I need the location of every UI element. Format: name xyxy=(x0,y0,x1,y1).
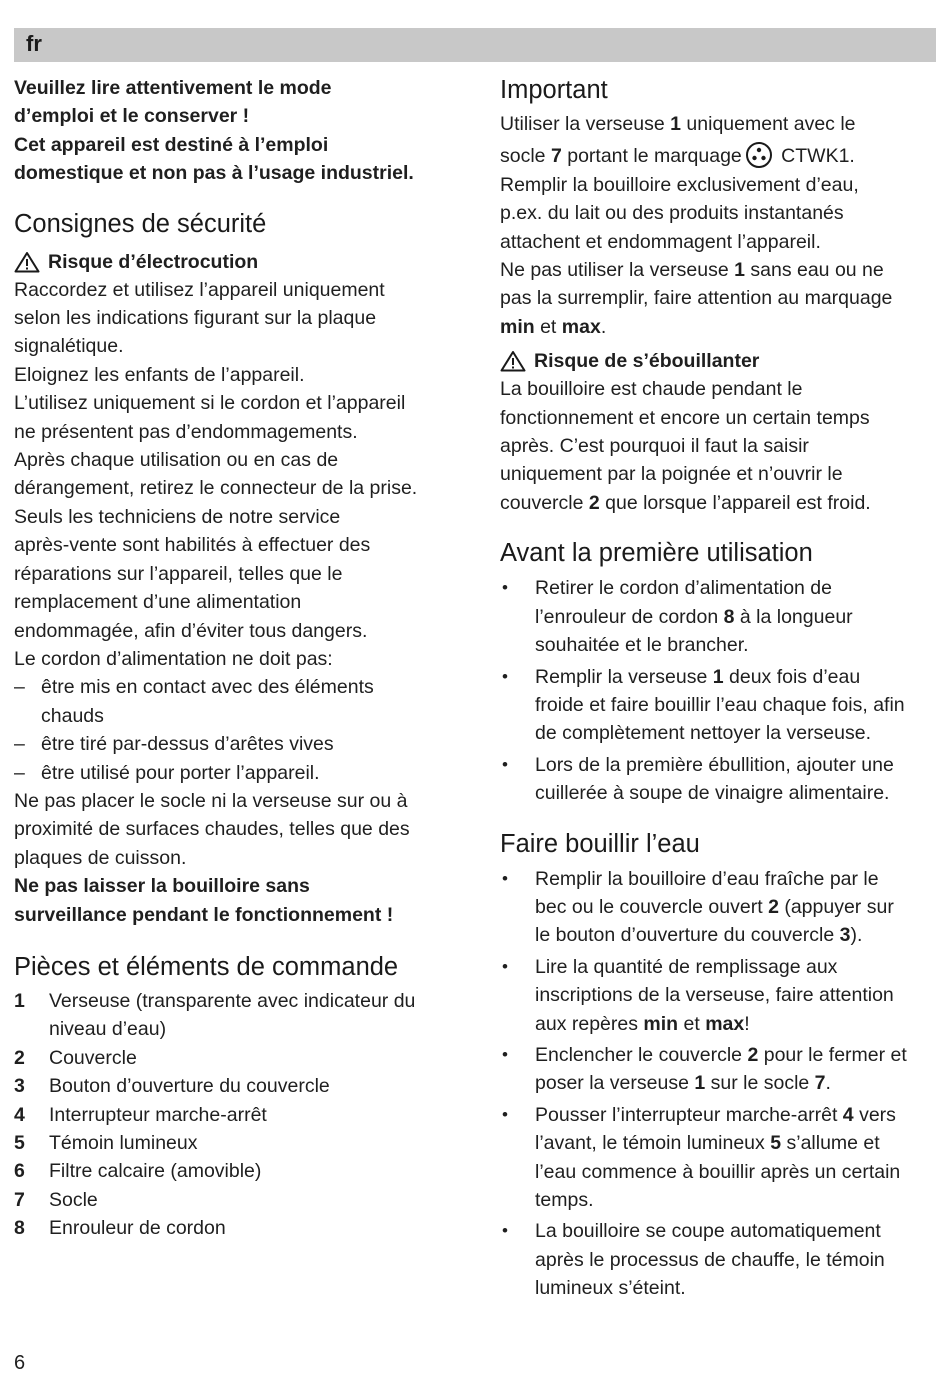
language-code: fr xyxy=(26,31,42,56)
intro-line: d’emploi et le conserver ! xyxy=(14,105,250,128)
safety-line: L’utilisez uniquement si le cordon et l’appareil xyxy=(14,392,406,415)
list-item xyxy=(500,663,940,748)
part-label: Bouton d’ouverture du couvercle xyxy=(49,1075,330,1098)
safety-line: Raccordez et utilisez l’appareil uniquement xyxy=(14,278,385,301)
bullet: • xyxy=(502,578,508,598)
safety-bold-line: Ne pas laisser la bouilloire sans xyxy=(14,875,310,898)
text xyxy=(535,1041,940,1069)
text xyxy=(535,1129,940,1157)
parts-list xyxy=(14,987,474,1243)
marking-min: min xyxy=(500,315,535,338)
warning-triangle-icon xyxy=(14,251,40,273)
safety-line: Ne pas placer le socle ni la verseuse sur ou à xyxy=(14,789,408,812)
ref-number: 1 xyxy=(670,113,681,135)
part-item xyxy=(14,1101,474,1129)
part-item xyxy=(14,1072,474,1100)
text xyxy=(535,603,940,631)
text: Enclencher le couvercle xyxy=(535,1043,748,1066)
scald-line: fonctionnement et encore un certain temps xyxy=(500,406,870,429)
ref-number: 1 xyxy=(734,259,745,282)
dash-list-item xyxy=(14,673,474,730)
language-header-bar xyxy=(14,28,936,62)
text xyxy=(535,1010,940,1038)
text: bec ou le couvercle ouvert xyxy=(535,895,769,918)
intro-notice xyxy=(14,74,474,188)
bullet: • xyxy=(502,1044,508,1064)
text: . xyxy=(825,1072,831,1095)
important-line: attachent et endommagent l’appareil. xyxy=(500,230,821,253)
safety-line: plaques de cuisson. xyxy=(14,846,187,869)
list-item xyxy=(500,1041,940,1098)
text: Lors de la première ébullition, ajouter une xyxy=(535,753,894,776)
safety-line: dérangement, retirez le connecteur de la prise. xyxy=(14,477,418,500)
warning-label: Risque d’électrocution xyxy=(48,250,259,273)
text: lumineux s’éteint. xyxy=(535,1277,686,1300)
text: pour le fermer et xyxy=(758,1043,907,1066)
text: sans eau ou ne xyxy=(744,259,884,282)
text xyxy=(535,663,940,691)
part-label: Couvercle xyxy=(49,1046,137,1069)
text: . xyxy=(600,315,607,338)
part-label: Filtre calcaire (amovible) xyxy=(49,1160,262,1183)
safety-line: endommagée, afin d’éviter tous dangers. xyxy=(14,619,368,642)
important-line: p.ex. du lait ou des produits instantanés xyxy=(500,202,844,225)
intro-line: Veuillez lire attentivement le mode xyxy=(14,77,332,99)
dash-mark: – xyxy=(14,761,25,784)
dash-text: chauds xyxy=(41,704,104,727)
list-item xyxy=(500,1217,940,1302)
text: après le processus de chauffe, le témoin xyxy=(535,1248,885,1271)
part-item xyxy=(14,1129,474,1157)
part-number: 1 xyxy=(14,989,25,1012)
text: et xyxy=(678,1012,706,1035)
safety-line: après-vente sont habilités à effectuer des xyxy=(14,534,371,557)
important-line xyxy=(500,141,940,170)
ref-number: 2 xyxy=(768,895,779,918)
bullet: • xyxy=(502,1104,508,1124)
scald-warning xyxy=(500,347,940,375)
text: l’avant, le témoin lumineux xyxy=(535,1132,771,1155)
ref-number: 2 xyxy=(747,1043,759,1066)
safety-line: ne présentent pas d’endommagements. xyxy=(14,420,358,443)
text: et xyxy=(534,315,562,338)
part-label: Interrupteur marche-arrêt xyxy=(49,1103,267,1126)
text: le bouton d’ouverture du couvercle xyxy=(535,924,840,947)
safety-line: Seuls les techniciens de notre service xyxy=(14,505,341,528)
text: Utiliser la verseuse xyxy=(500,113,671,135)
ref-number: 5 xyxy=(770,1132,782,1155)
list-item xyxy=(500,1101,940,1215)
dash-mark: – xyxy=(14,733,25,756)
text: l’enrouleur de cordon xyxy=(535,605,724,628)
important-line: Remplir la bouilloire exclusivement d’eau, xyxy=(500,173,859,196)
part-label: Verseuse (transparente avec indicateur du xyxy=(49,989,416,1012)
text: CTWK1. xyxy=(775,145,855,168)
important-body xyxy=(500,110,940,341)
text: Lire la quantité de remplissage aux xyxy=(535,955,838,978)
text: inscriptions de la verseuse, faire attention xyxy=(535,984,894,1007)
important-heading: Important xyxy=(500,76,608,104)
part-label: Socle xyxy=(49,1188,98,1211)
safety-bold-line: surveillance pendant le fonctionnement ! xyxy=(14,903,394,926)
text: s’allume et xyxy=(781,1132,880,1155)
safety-line: selon les indications figurant sur la plaque xyxy=(14,307,377,330)
text: ). xyxy=(850,924,863,947)
text: couvercle xyxy=(500,491,589,514)
part-item xyxy=(14,1186,474,1214)
safety-line: Après chaque utilisation ou en cas de xyxy=(14,449,339,472)
ref-number: 7 xyxy=(814,1072,826,1095)
text: Remplir la bouilloire d’eau fraîche par le xyxy=(535,867,879,890)
important-line xyxy=(500,256,940,284)
text: froide et faire bouillir l’eau chaque fois, afin xyxy=(535,693,905,716)
important-line xyxy=(500,110,940,138)
text: Remplir la verseuse xyxy=(535,665,713,688)
text: uniquement avec le xyxy=(681,113,856,135)
part-number: 4 xyxy=(14,1103,25,1126)
first-use-list xyxy=(500,574,940,807)
important-line: pas la surremplir, faire attention au marquage xyxy=(500,287,893,310)
important-line xyxy=(500,313,940,341)
part-label: niveau d’eau) xyxy=(49,1018,167,1041)
text: Ne pas utiliser la verseuse xyxy=(500,259,735,282)
marking-min: min xyxy=(643,1012,679,1035)
dash-mark: – xyxy=(14,676,25,699)
dash-list-item xyxy=(14,759,474,787)
bullet: • xyxy=(502,754,508,774)
bullet: • xyxy=(502,666,508,686)
text: souhaitée et le brancher. xyxy=(535,634,749,657)
safety-line: proximité de surfaces chaudes, telles que des xyxy=(14,818,410,841)
safety-body xyxy=(14,276,474,929)
text: socle xyxy=(500,145,551,168)
text: Pousser l’interrupteur marche-arrêt xyxy=(535,1103,843,1126)
safety-line: Eloignez les enfants de l’appareil. xyxy=(14,363,305,386)
safety-line: réparations sur l’appareil, telles que le xyxy=(14,562,343,585)
scald-line: après. C’est pourquoi il faut la saisir xyxy=(500,435,809,458)
scald-body xyxy=(500,375,940,517)
text xyxy=(535,921,940,949)
warning-label: Risque de s’ébouillanter xyxy=(534,350,760,373)
safety-line: Le cordon d’alimentation ne doit pas: xyxy=(14,647,333,670)
right-column xyxy=(500,74,940,1306)
text: temps. xyxy=(535,1189,594,1211)
text: de complètement nettoyer la verseuse. xyxy=(535,722,872,745)
part-number: 7 xyxy=(14,1188,25,1211)
text xyxy=(535,1101,940,1129)
safety-line: signalétique. xyxy=(14,335,124,358)
ref-number: 1 xyxy=(694,1072,706,1095)
marking-max: max xyxy=(561,315,601,338)
text: vers xyxy=(853,1103,896,1126)
part-label: Enrouleur de cordon xyxy=(49,1217,226,1240)
list-item xyxy=(500,751,940,808)
bullet: • xyxy=(502,956,508,976)
safety-heading: Consignes de sécurité xyxy=(14,209,267,238)
text: (appuyer sur xyxy=(778,895,894,918)
dash-text: être utilisé pour porter l’appareil. xyxy=(41,761,320,784)
text: ! xyxy=(744,1012,750,1035)
boil-list xyxy=(500,865,940,1303)
ref-number: 3 xyxy=(839,924,851,947)
electrocution-warning xyxy=(14,248,474,276)
connector-marking-icon xyxy=(745,141,773,169)
list-item xyxy=(500,953,940,1038)
part-label: Témoin lumineux xyxy=(49,1132,198,1154)
scald-line: La bouilloire est chaude pendant le xyxy=(500,378,803,401)
text: à la longueur xyxy=(734,605,853,628)
ref-number: 7 xyxy=(550,145,562,168)
text: La bouilloire se coupe automatiquement xyxy=(535,1220,881,1243)
first-use-heading: Avant la première utilisation xyxy=(500,539,813,568)
part-item xyxy=(14,987,474,1044)
boil-heading: Faire bouillir l’eau xyxy=(500,829,700,858)
text xyxy=(535,1069,940,1097)
text: que lorsque l’appareil est froid. xyxy=(599,491,871,514)
text: portant le marquage xyxy=(561,145,742,168)
text: Retirer le cordon d’alimentation de xyxy=(535,577,832,600)
ref-number: 8 xyxy=(723,605,735,628)
part-item xyxy=(14,1214,474,1242)
scald-line xyxy=(500,489,940,517)
warning-triangle-icon xyxy=(500,350,526,372)
list-item xyxy=(500,574,940,659)
marking-max: max xyxy=(705,1012,745,1035)
part-number: 3 xyxy=(14,1075,25,1098)
safety-line: remplacement d’une alimentation xyxy=(14,591,302,614)
text: deux fois d’eau xyxy=(723,665,861,688)
part-number: 6 xyxy=(14,1160,25,1183)
list-item xyxy=(500,865,940,950)
part-item xyxy=(14,1044,474,1072)
dash-list-item xyxy=(14,730,474,758)
left-column xyxy=(14,74,474,1243)
bullet: • xyxy=(502,868,508,888)
ref-number: 2 xyxy=(588,491,600,514)
bullet: • xyxy=(502,1221,508,1241)
text: poser la verseuse xyxy=(535,1072,695,1095)
dash-text: être mis en contact avec des éléments xyxy=(41,676,374,699)
part-number: 5 xyxy=(14,1132,25,1154)
text: sur le socle xyxy=(705,1072,815,1095)
page-number: 6 xyxy=(14,1352,26,1374)
text: l’eau commence à bouillir après un certain xyxy=(535,1160,901,1183)
scald-line: uniquement par la poignée et n’ouvrir le xyxy=(500,463,843,486)
intro-line: domestique et non pas à l’usage industriel. xyxy=(14,162,414,185)
ref-number: 1 xyxy=(712,665,724,688)
part-number: 2 xyxy=(14,1046,25,1069)
intro-line: Cet appareil est destiné à l’emploi xyxy=(14,133,329,156)
part-number: 8 xyxy=(14,1217,25,1240)
dash-text: être tiré par-dessus d’arêtes vives xyxy=(41,733,334,756)
text xyxy=(535,893,940,921)
part-item xyxy=(14,1157,474,1185)
ref-number: 4 xyxy=(842,1103,854,1126)
text: cuillerée à soupe de vinaigre alimentaire. xyxy=(535,782,890,805)
text: aux repères xyxy=(535,1012,644,1035)
parts-heading: Pièces et éléments de commande xyxy=(14,952,399,981)
